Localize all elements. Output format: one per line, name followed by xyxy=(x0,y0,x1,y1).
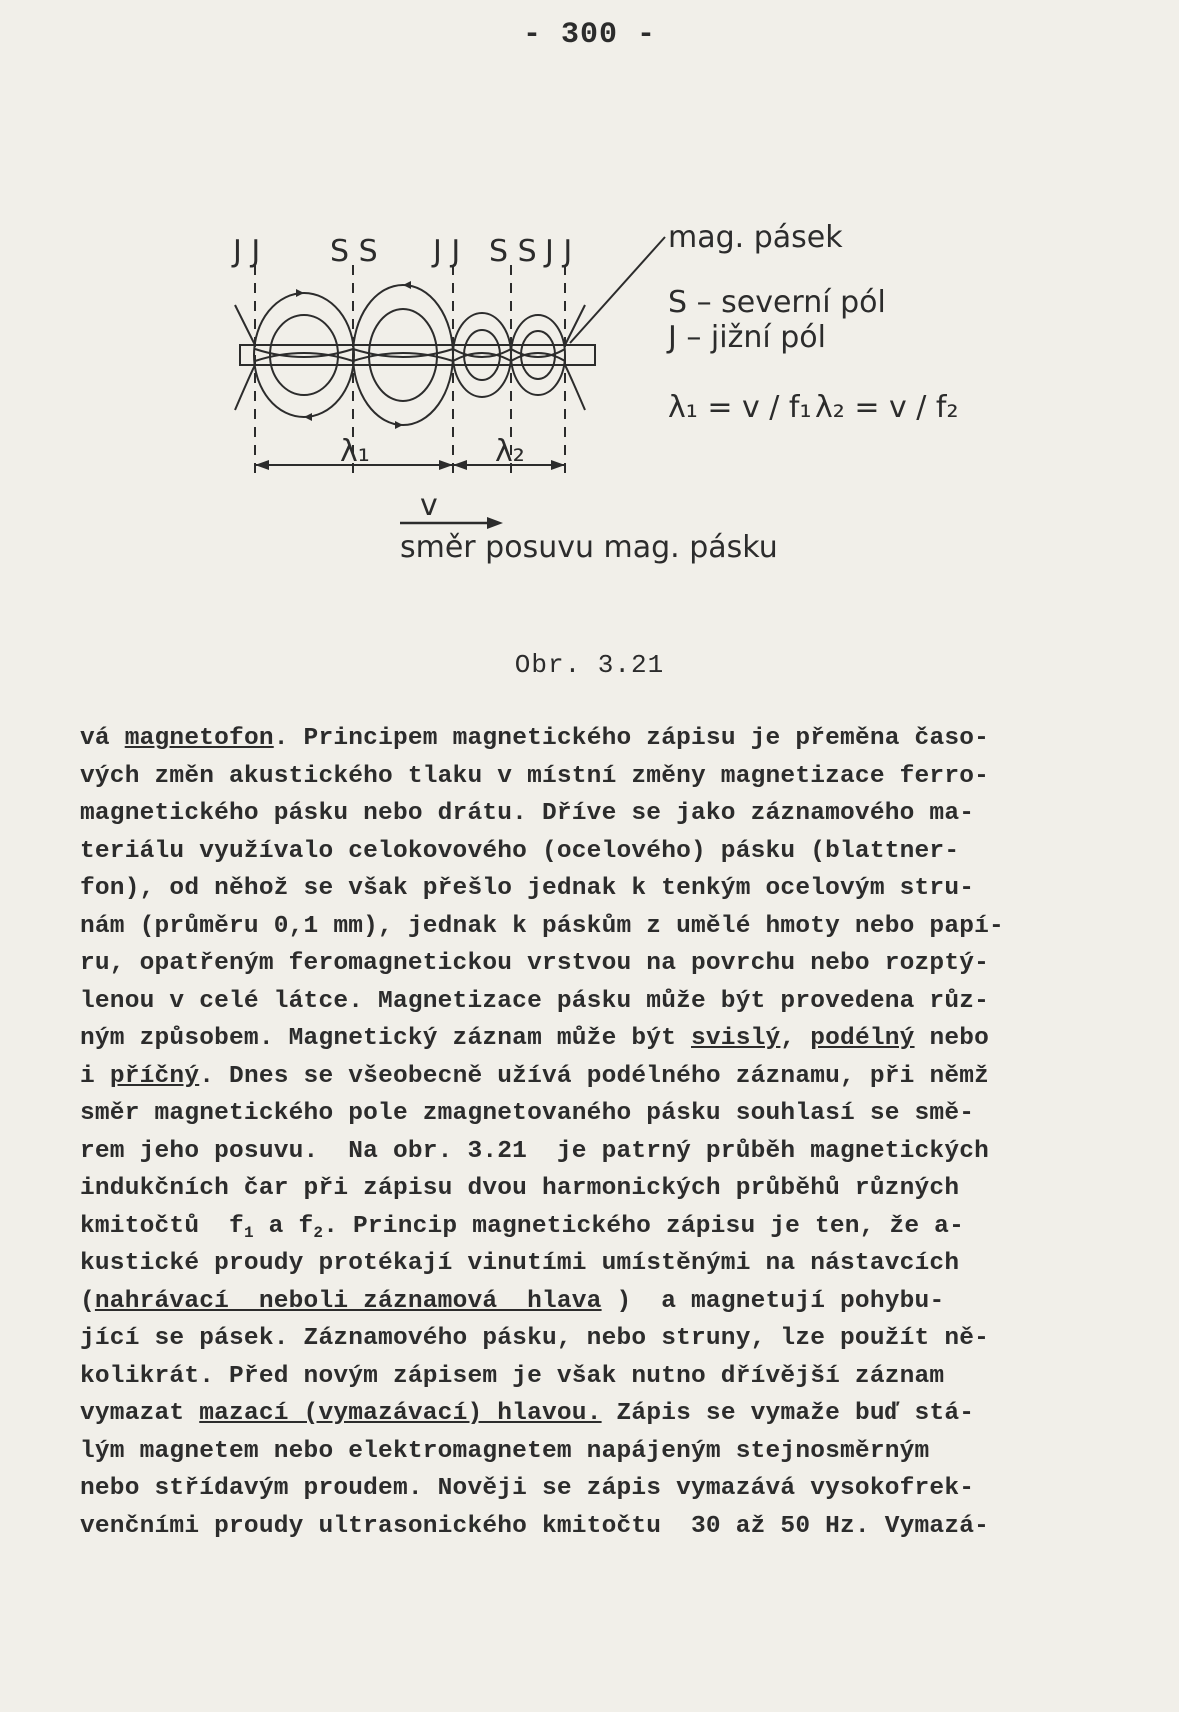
text-line: i příčný. Dnes se všeobecně užívá podélného záznamu, při němž xyxy=(80,1062,990,1090)
lambda1-label: λ₁ xyxy=(340,434,370,469)
pole-label-ss-1: S S xyxy=(330,234,378,269)
text-line: ru, opatřeným feromagnetickou vrstvou na povrchu nebo rozptý- xyxy=(80,950,990,977)
body-text xyxy=(80,720,1110,1545)
text-line: teriálu využívalo celokovového (ocelového) pásku (blattner- xyxy=(80,837,960,865)
direction-label: směr posuvu mag. pásku xyxy=(400,530,778,565)
figure-3-21 xyxy=(225,220,985,625)
pole-label-jj-1: J J xyxy=(233,234,261,269)
pole-label-ss-2: S S xyxy=(489,234,537,269)
formula-lambda2: λ₂ = v / f₂ xyxy=(815,390,959,425)
text-line: lenou v celé látce. Magnetizace pásku může být provedena růz- xyxy=(80,987,990,1015)
text-line: (nahrávací neboli záznamová hlava ) a magnetují pohybu- xyxy=(80,1287,945,1315)
text-line: fon), od něhož se však přešlo jednak k tenkým ocelovým stru- xyxy=(80,875,975,902)
text-line: nebo střídavým proudem. Nověji se zápis vymazává vysokofrek- xyxy=(80,1475,975,1502)
tape-label: mag. pásek xyxy=(668,220,843,255)
legend-south: J – jižní pól xyxy=(668,320,826,355)
text-line: ným způsobem. Magnetický záznam může být svislý, podélný nebo xyxy=(80,1025,990,1052)
pole-label-jj-3: J J xyxy=(545,234,573,269)
text-line: magnetického pásku nebo drátu. Dříve se jako záznamového ma- xyxy=(80,800,975,827)
text-line: vých změn akustického tlaku v místní změny magnetizace ferro- xyxy=(80,762,990,790)
text-line: vá magnetofon. Principem magnetického zápisu je přeměna časo- xyxy=(80,725,990,752)
text-line: směr magnetického pole zmagnetovaného pásku souhlasí se smě- xyxy=(80,1100,975,1127)
tape-strip xyxy=(240,345,595,365)
text-line: lým magnetem nebo elektromagnetem napájeným stejnosměrným xyxy=(80,1437,930,1465)
text-line: kmitočtů $f_1$ a $f_2$. Princip magnetického zápisu je ten, že a- xyxy=(80,1212,964,1242)
magnetic-tape-diagram xyxy=(225,220,985,625)
pole-label-jj-2: J J xyxy=(433,234,461,269)
text-line: jící se pásek. Záznamového pásku, nebo struny, lze použít ně- xyxy=(80,1325,990,1352)
text-line: indukčních čar při zápisu dvou harmonických průběhů různých xyxy=(80,1175,960,1202)
text-line: vymazat mazací (vymazávací) hlavou. Zápis se vymaže buď stá- xyxy=(80,1400,975,1427)
text-line: venčními proudy ultrasonického kmitočtu 30 až 50 Hz. Vymazá- xyxy=(80,1512,990,1540)
text-line: nám (průměru 0,1 mm), jednak k páskům z umělé hmoty nebo papí- xyxy=(80,912,1004,940)
legend-north: S – severní pól xyxy=(668,285,886,320)
figure-caption: Obr. 3.21 xyxy=(514,650,665,680)
text-line: kustické proudy protékají vinutími umístěnými na nástavcích xyxy=(80,1250,960,1277)
lambda2-label: λ₂ xyxy=(495,434,525,469)
text-line: rem jeho posuvu. Na obr. 3.21 je patrný průběh magnetických xyxy=(80,1137,990,1165)
text-line: kolikrát. Před novým zápisem je však nutno dřívější záznam xyxy=(80,1362,945,1390)
page-number: - 300 - xyxy=(522,18,657,52)
formula-lambda1: λ₁ = v / f₁ xyxy=(668,390,812,425)
velocity-label: v xyxy=(420,488,438,523)
